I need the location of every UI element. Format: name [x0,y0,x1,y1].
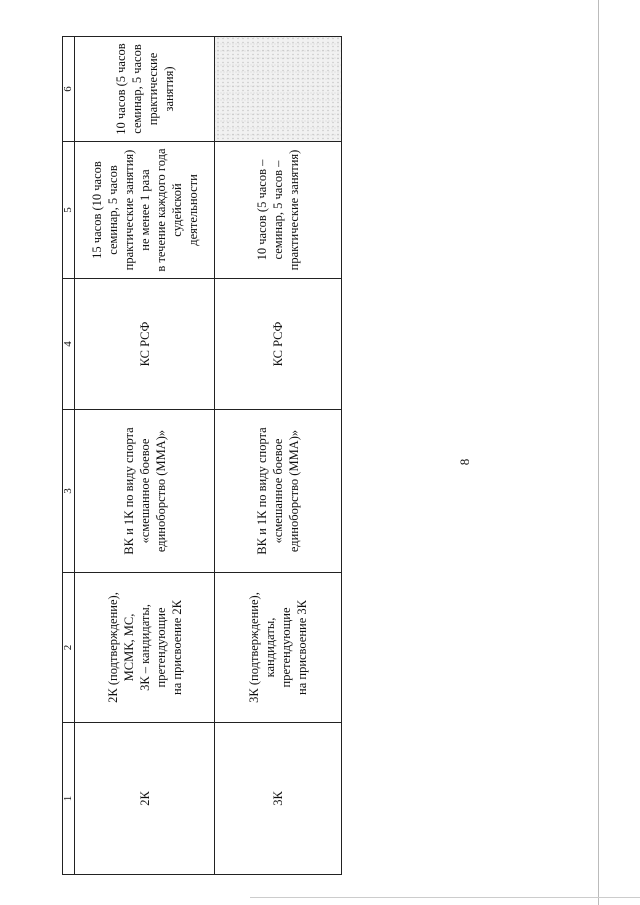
column-number: 2 [63,573,75,723]
page-number: 8 [457,458,472,466]
hours-cell: 15 часов (10 часов семинар, 5 часов практические занятия) не менее 1 раза в течение каждого года судейской деятельности [75,142,215,279]
table-row [215,37,342,875]
shaded-empty-cell [215,37,342,142]
scan-bottom-line [250,897,640,898]
extra-hours-cell: 10 часов (5 часов семинар, 5 часов практические занятия) [75,37,215,142]
column-number: 3 [63,410,75,573]
column-number: 4 [63,279,75,410]
candidates-cell: 3К (подтверждение), кандидаты, претендующие на присвоение 3К [215,573,342,723]
table-container [62,37,338,875]
requirements-table [62,36,342,875]
scan-edge-line [598,0,599,905]
hours-cell: 10 часов (5 часов – семинар, 5 часов – практические занятия) [215,142,342,279]
organizer-cell: КС РСФ [215,279,342,410]
trainers-cell: ВК и 1К по виду спорта «смешанное боевое единоборство (ММА)» [215,410,342,573]
column-number: 1 [63,723,75,875]
column-number: 5 [63,142,75,279]
candidates-cell: 2К (подтверждение), МСМК, МС, 3К – кандидаты, претендующие на присвоение 2К [75,573,215,723]
table-row [75,37,215,875]
column-number: 6 [63,37,75,142]
column-number-row [63,37,75,875]
trainers-cell: ВК и 1К по виду спорта «смешанное боевое единоборство (ММА)» [75,410,215,573]
organizer-cell: КС РСФ [75,279,215,410]
category-cell: 2К [75,723,215,875]
category-cell: 3К [215,723,342,875]
